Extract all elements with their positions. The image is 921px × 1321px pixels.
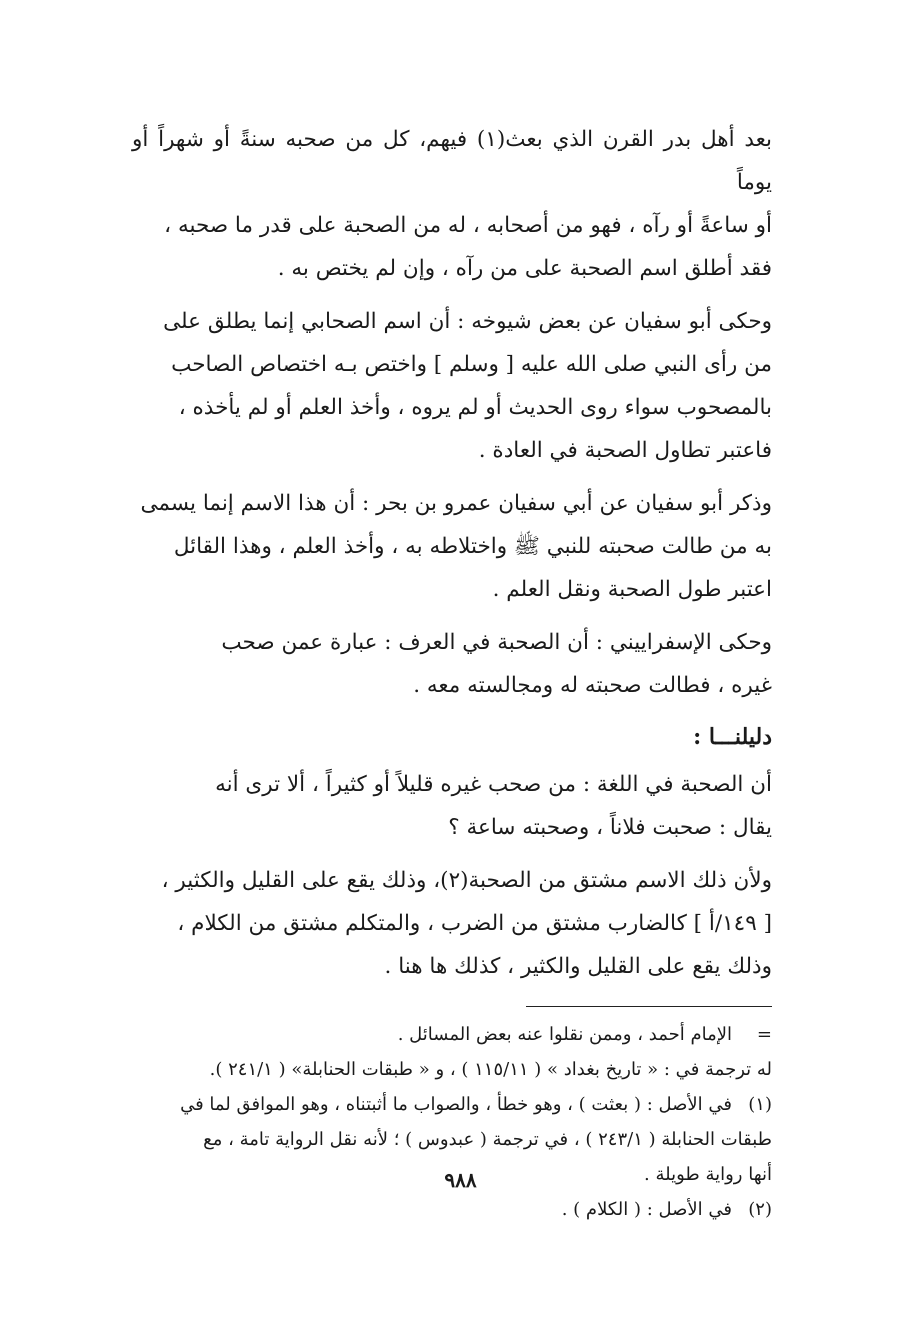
- footnote-continuation-line: [132, 1052, 772, 1087]
- page-body: [132, 118, 772, 1227]
- footnote-continuation: [132, 1017, 772, 1052]
- footnotes: [132, 1017, 772, 1227]
- page-number: ٩٨٨: [444, 1168, 477, 1192]
- footnote-mark: (٢): [748, 1199, 772, 1220]
- footnote-mark: =: [756, 1024, 772, 1045]
- footnote-separator: [526, 1006, 772, 1007]
- paragraph-4: [132, 621, 772, 707]
- footnote-line: في الأصل : ( بعثت ) ، وهو خطأ ، والصواب ما أثبتناه ، وهو الموافق لما في: [180, 1094, 732, 1115]
- text-line: أن الصحبة في اللغة : من صحب غيره قليلاً أو كثيراً ، ألا ترى أنه: [215, 772, 772, 797]
- text-line: وذكر أبو سفيان عن أبي سفيان عمرو بن بحر : أن هذا الاسم إنما يسمى: [140, 491, 772, 516]
- paragraph-2: [132, 300, 772, 472]
- text-line: به من طالت صحبته للنبي ﷺ واختلاطه به ، وأخذ العلم ، وهذا القائل: [173, 534, 772, 559]
- text-line: اعتبر طول الصحبة ونقل العلم .: [492, 577, 772, 602]
- text-line: فاعتبر تطاول الصحبة في العادة .: [478, 438, 772, 463]
- paragraph-1: [132, 118, 772, 290]
- paragraph-3: [132, 482, 772, 611]
- footnote-text: في الأصل : ( الكلام ) .: [561, 1199, 732, 1220]
- footnote-text: له ترجمة في : « تاريخ بغداد » ( ١١٥/١١ ) ، و « طبقات الحنابلة» ( ٢٤١/١ ).: [209, 1059, 772, 1080]
- text-line: وحكى أبو سفيان عن بعض شيوخه : أن اسم الصحابي إنما يطلق على: [163, 309, 772, 334]
- text-line: غيره ، فطالت صحبته له ومجالسته معه .: [413, 673, 772, 698]
- footnote-line: أنها رواية طويلة .: [644, 1164, 772, 1185]
- section-heading: دليلنـــا :: [693, 724, 772, 750]
- text-line: فقد أطلق اسم الصحبة على من رآه ، وإن لم يختص به .: [277, 256, 772, 281]
- footnote-line: طبقات الحنابلة ( ٢٤٣/١ ) ، في ترجمة ( عبدوس ) ؛ لأنه نقل الرواية تامة ، مع: [203, 1129, 772, 1150]
- main-text: [132, 118, 772, 988]
- footnote-1: [132, 1087, 772, 1122]
- text-line: يقال : صحبت فلاناً ، وصحبته ساعة ؟: [448, 815, 772, 840]
- text-line: من رأى النبي صلى الله عليه [ وسلم ] واختص بـه اختصاص الصاحب: [171, 352, 772, 377]
- text-line: بالمصحوب سواء روى الحديث أو لم يروه ، وأخذ العلم أو لم يأخذه ،: [178, 395, 772, 420]
- footnote-mark: (١): [748, 1094, 772, 1115]
- text-line: ولأن ذلك الاسم مشتق من الصحبة(٢)، وذلك يقع على القليل والكثير ،: [161, 868, 772, 893]
- footnote-text: [132, 1087, 732, 1122]
- text-line: وحكى الإسفراييني : أن الصحبة في العرف : عبارة عمن صحب: [221, 630, 772, 655]
- footnote-text: الإمام أحمد ، وممن نقلوا عنه بعض المسائل .: [397, 1024, 732, 1045]
- text-line: وذلك يقع على القليل والكثير ، كذلك ها هنا .: [384, 954, 772, 979]
- paragraph-5: [132, 763, 772, 849]
- footnote-2: [132, 1192, 772, 1227]
- paragraph-6: [132, 859, 772, 988]
- text-line: [ ١٤٩/أ ] كالضارب مشتق من الضرب ، والمتكلم مشتق من الكلام ،: [177, 911, 772, 936]
- text-line: أو ساعةً أو رآه ، فهو من أصحابه ، له من الصحبة على قدر ما صحبه ،: [164, 213, 772, 238]
- text-line: بعد أهل بدر القرن الذي بعث(١) فيهم، كل من صحبه سنةً أو شهراً أو يوماً: [132, 127, 772, 195]
